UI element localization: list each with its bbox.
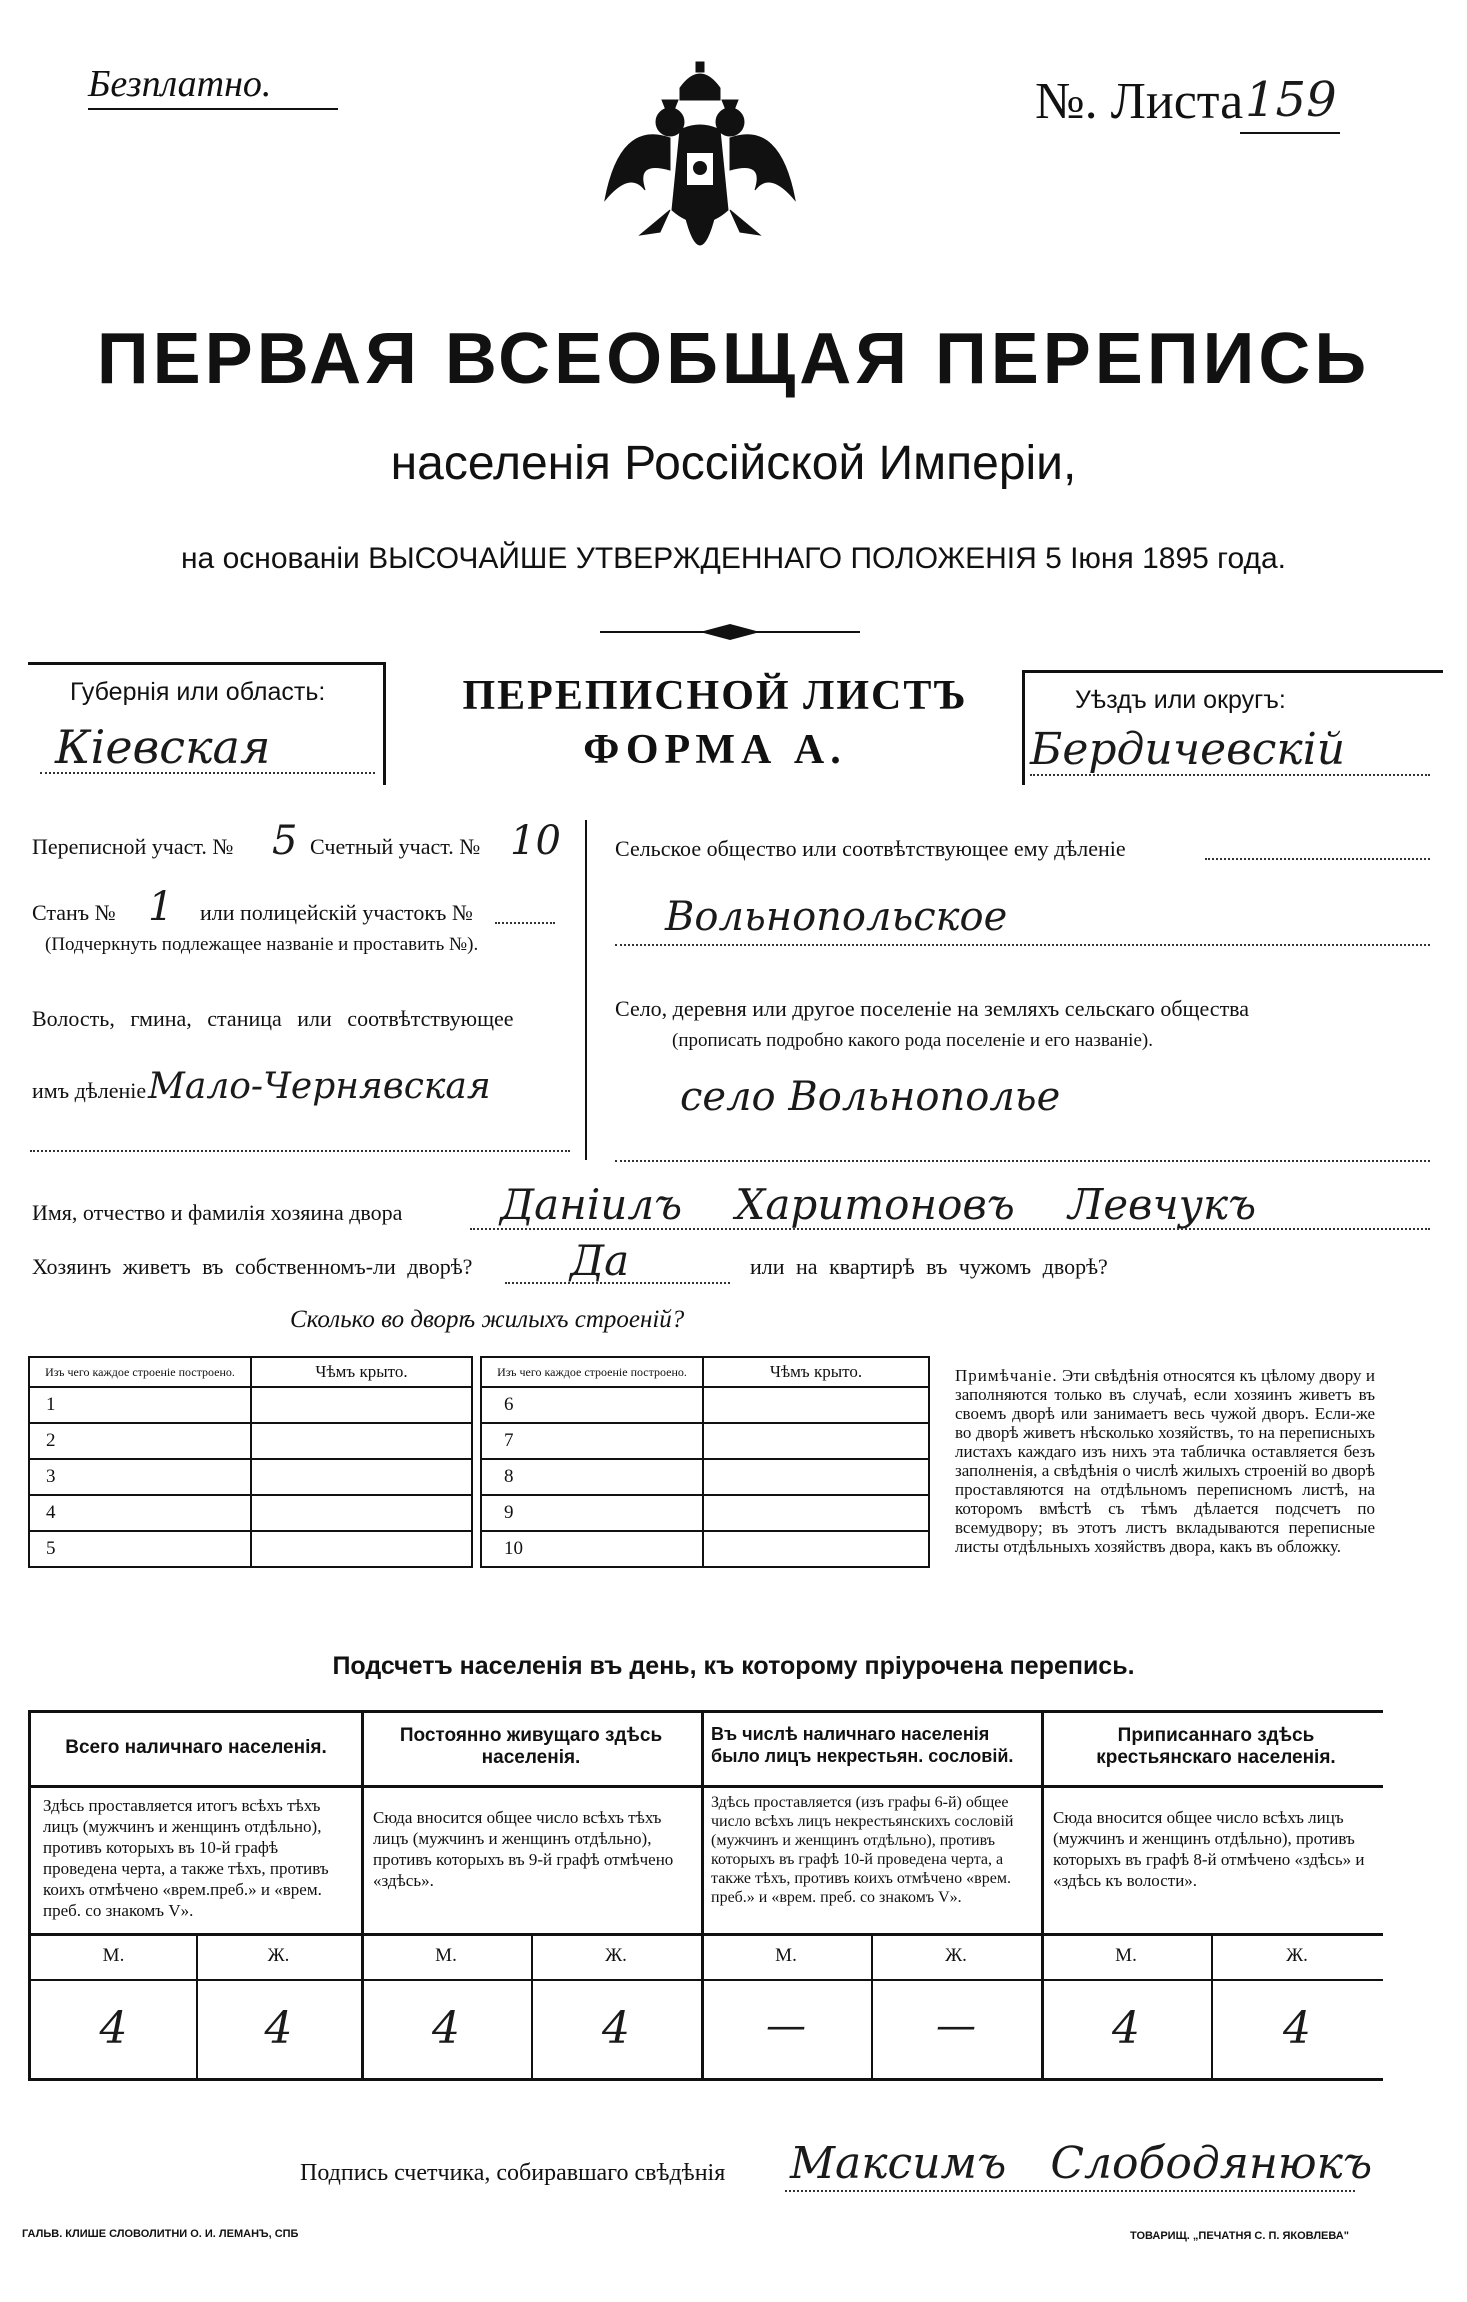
count-col-1-desc: Здѣсь проставляется итогъ всѣхъ тѣхъ лицъ (мужчинъ и женщинъ отдѣльно), противъ которыхъ въ 10-й графѣ проведена черта, а также тѣхъ, противъ коихъ отмѣчено «врем.преб.» и «врем. преб. со знакомъ V». (43, 1796, 329, 1920)
count-col-2-desc: Сюда вносится общее число всѣхъ тѣхъ лицъ (мужчинъ и женщинъ отдѣльно), противъ которыхъ въ 9-й графѣ отмѣчено «здѣсь». (373, 1808, 674, 1890)
stan-value: 1 (148, 884, 174, 930)
buildings-cell (251, 1387, 472, 1423)
footer-left: ГАЛЬВ. КЛИШЕ СЛОВОЛИТНИ О. И. ЛЕМАНЪ, СПБ (22, 2228, 299, 2240)
village-dotted-line (615, 1160, 1430, 1162)
buildings-row-number: 1 (29, 1387, 251, 1423)
ornament-divider (600, 622, 860, 642)
basis-line: на основаніи ВЫСОЧАЙШЕ УТВЕРЖДЕННАГО ПОЛОЖЕНІЯ 5 Іюня 1895 года. (180, 542, 1286, 575)
buildings-cell (703, 1423, 929, 1459)
count-col-4-f-value: 4 (1283, 2003, 1311, 2054)
buildings-col2-header: Чѣмъ крыто. (251, 1357, 472, 1387)
census-district-value: 5 (272, 818, 298, 864)
society-dotted-line-2 (615, 944, 1430, 946)
count-col-4-m-value: 4 (1112, 2003, 1140, 2054)
buildings-row-number: 5 (29, 1531, 251, 1567)
count-district-label: Счетный участ. № (310, 834, 481, 859)
free-label: Безплатно. (88, 63, 272, 105)
signature-label: Подпись счетчика, собиравшаго свѣдѣнія (300, 2160, 726, 2186)
buildings-col2-header: Чѣмъ крыто. (703, 1357, 929, 1387)
police-label: или полицейскій участокъ № (200, 900, 473, 925)
count-col-1-m-label: М. (102, 1945, 125, 1966)
society-value: Вольнопольское (665, 894, 1008, 940)
count-col-2-f-label: Ж. (605, 1945, 627, 1966)
count-col-3-header: Въ числѣ наличнаго населенія было лицъ некрестьян. сословій. (711, 1724, 1014, 1766)
count-table (28, 1710, 1383, 2081)
count-col-1-m-value: 4 (99, 2003, 128, 2054)
footer-right: ТОВАРИЩ. „ПЕЧАТНЯ С. П. ЯКОВЛЕВА" (1130, 2230, 1349, 2242)
buildings-cell (251, 1459, 472, 1495)
uezd-value: Бердичевскій (1030, 724, 1346, 775)
note-text: Эти свѣдѣнія относятся къ цѣлому двору и заполняются только въ случаѣ, если хозяинъ живетъ въ своемъ дворѣ или занимаетъ весь чужой дворъ. Если-же во дворѣ живетъ нѣсколько хозяйствъ, то на переписныхъ листахъ каждаго изъ нихъ эта табличка оставляется безъ заполненія, а свѣдѣнія о числѣ жилыхъ строеній во дворѣ проставляются на отдѣльномъ переписномъ листѣ, на которомъ вмѣстѣ съ тѣмъ дѣлается подсчетъ по всемудвору; въ этотъ листъ вкладываются переписные листы отдѣльныхъ хозяйствъ двора, какъ въ обложку. (955, 1366, 1375, 1556)
village-note: (прописать подробно какого рода поселеніе и его названіе). (672, 1030, 1153, 1051)
buildings-row-number: 8 (481, 1459, 703, 1495)
gubernia-value: Кіевская (55, 720, 271, 774)
count-col-4-m-label: М. (1115, 1945, 1137, 1966)
count-col-4-desc: Сюда вносится общее число всѣхъ лицъ (мужчинъ и женщинъ отдѣльно), противъ которыхъ въ графѣ 8-й отмѣчено «здѣсь» и «здѣсь къ волости». (1053, 1808, 1365, 1890)
stan-label: Станъ № (32, 900, 116, 925)
society-dotted-line-1 (1205, 858, 1430, 860)
count-district-value: 10 (510, 818, 561, 864)
buildings-col1-header: Изъ чего каждое строеніе построено. (481, 1357, 703, 1387)
form-title-2: ФОРМА А. (583, 727, 847, 773)
count-col-3-f-label: Ж. (945, 1945, 967, 1966)
count-col-4-header: Приписаннаго здѣсь крестьянскаго населенія. (1096, 1725, 1336, 1768)
sheet-number-value: 159 (1245, 72, 1337, 128)
buildings-cell (251, 1495, 472, 1531)
owner-name-label: Имя, отчество и фамилія хозяина двора (32, 1200, 403, 1225)
buildings-table-left (28, 1356, 473, 1568)
sheet-number-underline (1240, 132, 1340, 134)
gubernia-dotted-line (40, 772, 375, 774)
buildings-cell (703, 1387, 929, 1423)
volost-dotted-line (30, 1150, 570, 1152)
owner-lives-label: Хозяинъ живетъ въ собственномъ-ли дворѣ? (32, 1254, 473, 1279)
buildings-question: Сколько во дворѣ жилыхъ строеній? (290, 1306, 685, 1333)
owner-name-dotted-line (470, 1228, 1430, 1230)
owner-lives-value: Да (570, 1236, 630, 1285)
buildings-table-right (480, 1356, 930, 1568)
count-col-2-f-value: 4 (602, 2003, 630, 2054)
police-dotted-line (495, 922, 555, 924)
count-col-2-header: Постоянно живущаго здѣсь населенія. (399, 1725, 663, 1768)
buildings-col1-header: Изъ чего каждое строеніе построено. (29, 1357, 251, 1387)
volost-value: Мало-Чернявская (148, 1066, 491, 1107)
buildings-row-number: 9 (481, 1495, 703, 1531)
buildings-cell (703, 1531, 929, 1567)
form-title-1: ПЕРЕПИСНОЙ ЛИСТЪ (462, 673, 968, 719)
uezd-label: Уѣздъ или округъ: (1075, 686, 1286, 714)
subtitle: населенія Россійской Имперіи, (390, 437, 1077, 490)
count-col-1-f-value: 4 (264, 2003, 293, 2054)
buildings-row-number: 6 (481, 1387, 703, 1423)
owner-lives-dotted-line (505, 1282, 730, 1284)
village-label: Село, деревня или другое поселеніе на земляхъ сельскаго общества (615, 996, 1250, 1021)
buildings-row-number: 7 (481, 1423, 703, 1459)
sheet-number-label: №. Листа (1035, 73, 1244, 130)
count-col-3-m-value: — (766, 2003, 806, 2049)
buildings-cell (251, 1423, 472, 1459)
volost-label: Волость, гмина, станица или соотвѣтствующее (32, 1006, 514, 1031)
owner-or-label: или на квартирѣ въ чужомъ дворѣ? (750, 1254, 1108, 1279)
volost-label-2: имъ дѣленіе (32, 1078, 147, 1103)
count-col-3-m-label: М. (775, 1945, 797, 1966)
buildings-row-number: 3 (29, 1459, 251, 1495)
village-value: село Вольнополье (680, 1074, 1061, 1120)
note-title: Примѣчаніе. (955, 1366, 1058, 1385)
count-col-2-m-label: М. (435, 1945, 457, 1966)
note-block (955, 1366, 1375, 1556)
count-col-2-m-value: 4 (432, 2003, 460, 2054)
main-title: ПЕРВАЯ ВСЕОБЩАЯ ПЕРЕПИСЬ (96, 319, 1371, 399)
count-title: Подсчетъ населенія въ день, къ которому пріурочена перепись. (332, 1652, 1135, 1680)
buildings-row-number: 10 (481, 1531, 703, 1567)
buildings-cell (251, 1531, 472, 1567)
coat-of-arms (600, 60, 800, 275)
uezd-dotted-line (1030, 774, 1430, 776)
society-label: Сельское общество или соотвѣтствующее ему дѣленіе (615, 836, 1126, 861)
signature-value: Максимъ Слободянюкъ (790, 2138, 1373, 2189)
buildings-row-number: 4 (29, 1495, 251, 1531)
count-col-1-f-label: Ж. (267, 1945, 290, 1966)
free-underline (88, 108, 338, 110)
buildings-row-number: 2 (29, 1423, 251, 1459)
count-col-3-f-value: — (936, 2003, 976, 2049)
census-district-label: Переписной участ. № (32, 834, 234, 859)
block-divider (585, 820, 587, 1160)
owner-name-value: Даніилъ Харитоновъ Левчукъ (500, 1180, 1257, 1229)
buildings-cell (703, 1459, 929, 1495)
gubernia-label: Губернія или область: (70, 678, 326, 706)
signature-dotted-line (785, 2190, 1355, 2192)
count-col-3-desc: Здѣсь проставляется (изъ графы 6-й) общее число всѣхъ лицъ некрестьянскихъ сословій (мужчинъ и женщинъ отдѣльно), противъ которыхъ въ графѣ 10-й проведена черта, а также тѣхъ, противъ коихъ отмѣчено «врем. преб.» и «врем. преб. со знакомъ V». (711, 1794, 1014, 1906)
count-col-4-f-label: Ж. (1286, 1945, 1308, 1966)
buildings-cell (703, 1495, 929, 1531)
count-col-1-header: Всего наличнаго населенія. (65, 1737, 327, 1758)
underline-note: (Подчеркнуть подлежащее названіе и проставить №). (45, 934, 479, 955)
